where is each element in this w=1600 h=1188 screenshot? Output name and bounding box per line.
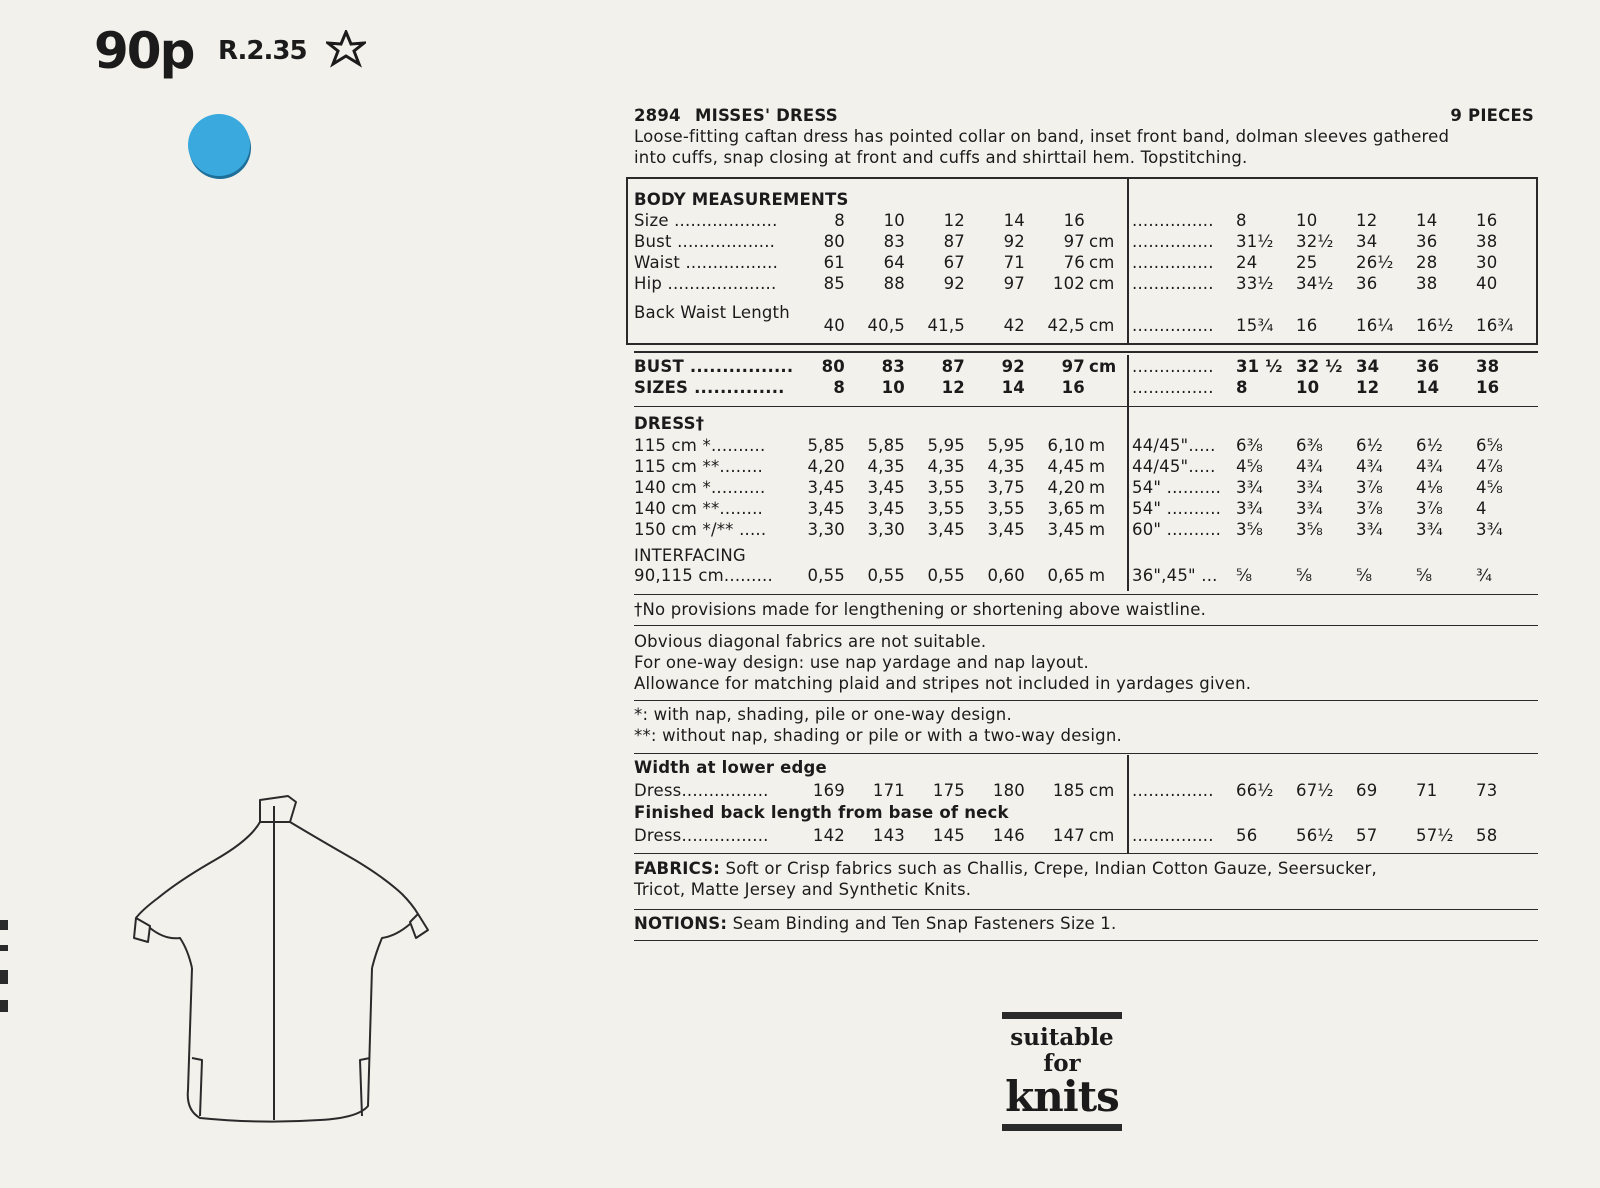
imperial-value: 34 <box>1356 357 1380 376</box>
metric-value: 40 <box>823 316 845 335</box>
interfacing-heading: INTERFACING <box>634 546 746 565</box>
metric-value: 5,85 <box>807 436 845 455</box>
metric-value: 3,55 <box>987 499 1025 518</box>
fabrics-line <box>634 859 1377 878</box>
imperial-value: ⅝ <box>1416 566 1433 585</box>
imperial-value: 6½ <box>1356 436 1383 455</box>
body-measurements-heading: BODY MEASUREMENTS <box>634 190 849 209</box>
imperial-value: 31½ <box>1236 232 1274 251</box>
imperial-value: 24 <box>1236 253 1258 272</box>
unit-label: m <box>1089 478 1106 497</box>
imperial-value: 66½ <box>1236 781 1274 800</box>
nap-note: *: with nap, shading, pile or one-way design. <box>634 705 1012 724</box>
imperial-value: 31 ½ <box>1236 357 1283 376</box>
metric-value: 12 <box>943 211 965 230</box>
fabric-note: Allowance for matching plaid and stripes not included in yardages given. <box>634 674 1252 693</box>
imperial-value: 3¾ <box>1296 478 1323 497</box>
imperial-value: 3¾ <box>1296 499 1323 518</box>
unit-label: cm <box>1089 232 1115 251</box>
column-divider <box>1127 755 1129 853</box>
rule <box>634 940 1538 941</box>
metric-value: 175 <box>932 781 965 800</box>
unit-label: cm <box>1089 253 1115 272</box>
badge-line-2: for <box>1043 1050 1081 1077</box>
badge-line-1: suitable <box>1010 1024 1114 1051</box>
metric-value: 3,45 <box>927 520 965 539</box>
badge-bar <box>1002 1012 1122 1019</box>
imperial-value: 67½ <box>1296 781 1334 800</box>
metric-value: 3,45 <box>807 499 845 518</box>
badge-bar <box>1002 1124 1122 1131</box>
fabric-note: For one-way design: use nap yardage and nap layout. <box>634 653 1089 672</box>
dot-leader: ............... <box>1132 781 1214 800</box>
metric-value: 80 <box>821 357 845 376</box>
metric-value: 92 <box>1003 232 1025 251</box>
unit-label: m <box>1089 457 1106 476</box>
imperial-value: 15¾ <box>1236 316 1274 335</box>
metric-value: 3,30 <box>867 520 905 539</box>
imperial-value: 34½ <box>1296 274 1334 293</box>
fabric-width: 54" .......... <box>1132 478 1222 497</box>
fabric-width: 44/45"..... <box>1132 436 1216 455</box>
pattern-number: 2894 <box>634 106 681 125</box>
dot-leader: ............... <box>1132 211 1214 230</box>
column-divider <box>1127 355 1129 591</box>
row-label: Dress................ <box>634 781 769 800</box>
imperial-value: 12 <box>1356 211 1378 230</box>
fabrics-text: Soft or Crisp fabrics such as Challis, Crepe, Indian Cotton Gauze, Seersucker, <box>725 859 1377 878</box>
metric-value: 85 <box>823 274 845 293</box>
nap-note: **: without nap, shading or pile or with a two-way design. <box>634 726 1122 745</box>
imperial-value: 4⅛ <box>1416 478 1443 497</box>
imperial-value: 3¾ <box>1356 520 1383 539</box>
metric-value: 4,20 <box>1047 478 1085 497</box>
metric-value: 67 <box>943 253 965 272</box>
metric-value: 185 <box>1052 781 1085 800</box>
imperial-value: 4 <box>1476 499 1487 518</box>
metric-value: 61 <box>823 253 845 272</box>
imperial-value: 32 ½ <box>1296 357 1343 376</box>
unit-label: cm <box>1089 357 1117 376</box>
imperial-value: ⅝ <box>1236 566 1253 585</box>
metric-value: 3,45 <box>807 478 845 497</box>
fabric-width: 60" .......... <box>1132 520 1222 539</box>
metric-value: 102 <box>1052 274 1085 293</box>
metric-value: 0,55 <box>927 566 965 585</box>
imperial-value: 6½ <box>1416 436 1443 455</box>
metric-value: 3,30 <box>807 520 845 539</box>
metric-value: 5,95 <box>987 436 1025 455</box>
row-label: Hip .................... <box>634 274 777 293</box>
metric-value: 71 <box>1003 253 1025 272</box>
metric-value: 145 <box>932 826 965 845</box>
imperial-value: 16¾ <box>1476 316 1514 335</box>
width-heading: Width at lower edge <box>634 758 827 777</box>
rule <box>634 406 1538 407</box>
rule <box>634 853 1538 854</box>
metric-value: 88 <box>883 274 905 293</box>
imperial-value: 69 <box>1356 781 1378 800</box>
metric-value: 5,95 <box>927 436 965 455</box>
imperial-value: 8 <box>1236 378 1248 397</box>
imperial-value: 56½ <box>1296 826 1334 845</box>
imperial-value: 3⅞ <box>1416 499 1443 518</box>
dress-back-view-illustration <box>120 790 440 1160</box>
metric-value: 97 <box>1063 232 1085 251</box>
row-label: SIZES .............. <box>634 378 785 397</box>
imperial-value: 58 <box>1476 826 1498 845</box>
imperial-value: 10 <box>1296 211 1318 230</box>
metric-value: 87 <box>943 232 965 251</box>
imperial-value: 38 <box>1476 357 1500 376</box>
unit-label: cm <box>1089 316 1115 335</box>
imperial-value: ⅝ <box>1296 566 1313 585</box>
imperial-value: 34 <box>1356 232 1378 251</box>
row-label: Bust .................. <box>634 232 776 251</box>
metric-value: 8 <box>833 378 845 397</box>
imperial-value: 40 <box>1476 274 1498 293</box>
imperial-value: 4⅝ <box>1236 457 1263 476</box>
rule <box>634 351 1538 353</box>
imperial-value: 36 <box>1416 232 1438 251</box>
unit-label: m <box>1089 436 1106 455</box>
metric-value: 10 <box>881 378 905 397</box>
row-label: 90,115 cm......... <box>634 566 773 585</box>
unit-label: m <box>1089 499 1106 518</box>
metric-value: 97 <box>1061 357 1085 376</box>
row-label: 140 cm **........ <box>634 499 763 518</box>
imperial-value: 16 <box>1296 316 1318 335</box>
metric-value: 143 <box>872 826 905 845</box>
row-label: Dress................ <box>634 826 769 845</box>
row-label: 115 cm **........ <box>634 457 763 476</box>
metric-value: 0,55 <box>807 566 845 585</box>
imperial-value: 3¾ <box>1416 520 1443 539</box>
metric-value: 0,55 <box>867 566 905 585</box>
imperial-value: ⅝ <box>1356 566 1373 585</box>
metric-value: 80 <box>823 232 845 251</box>
imperial-value: 26½ <box>1356 253 1394 272</box>
metric-value: 14 <box>1003 211 1025 230</box>
imperial-value: 16¼ <box>1356 316 1394 335</box>
imperial-value: 4¾ <box>1416 457 1443 476</box>
metric-value: 8 <box>834 211 845 230</box>
metric-value: 3,75 <box>987 478 1025 497</box>
imperial-value: 6⅝ <box>1476 436 1503 455</box>
unit-label: m <box>1089 566 1106 585</box>
imperial-value: 14 <box>1416 211 1438 230</box>
description-line: into cuffs, snap closing at front and cuffs and shirttail hem. Topstitching. <box>634 148 1248 167</box>
imperial-value: 12 <box>1356 378 1380 397</box>
metric-value: 40,5 <box>867 316 905 335</box>
metric-value: 171 <box>872 781 905 800</box>
dot-leader: ............... <box>1132 253 1214 272</box>
imperial-value: 38 <box>1416 274 1438 293</box>
metric-value: 12 <box>941 378 965 397</box>
pattern-name: MISSES' DRESS <box>695 106 838 125</box>
imperial-value: 3⅞ <box>1356 499 1383 518</box>
imperial-value: 10 <box>1296 378 1320 397</box>
dot-leader: ............... <box>1132 357 1214 376</box>
imperial-value: 25 <box>1296 253 1318 272</box>
length-heading: Finished back length from base of neck <box>634 803 1009 822</box>
metric-value: 92 <box>943 274 965 293</box>
metric-value: 3,45 <box>1047 520 1085 539</box>
metric-value: 180 <box>992 781 1025 800</box>
price: 90p <box>94 22 194 80</box>
metric-value: 169 <box>812 781 845 800</box>
row-label: Size ................... <box>634 211 778 230</box>
metric-value: 41,5 <box>927 316 965 335</box>
imperial-value: 14 <box>1416 378 1440 397</box>
dot-leader: ............... <box>1132 274 1214 293</box>
suitable-for-knits-badge <box>1002 1012 1122 1132</box>
metric-value: 16 <box>1061 378 1085 397</box>
dot-leader: ............... <box>1132 232 1214 251</box>
imperial-value: 4¾ <box>1296 457 1323 476</box>
metric-value: 147 <box>1052 826 1085 845</box>
metric-value: 142 <box>812 826 845 845</box>
metric-value: 0,65 <box>1047 566 1085 585</box>
imperial-value: 4⅞ <box>1476 457 1503 476</box>
metric-value: 4,20 <box>807 457 845 476</box>
metric-value: 83 <box>881 357 905 376</box>
fabric-note: Obvious diagonal fabrics are not suitable. <box>634 632 987 651</box>
dot-leader: ............... <box>1132 378 1214 397</box>
imperial-value: 6⅜ <box>1296 436 1323 455</box>
imperial-value: 4⅝ <box>1476 478 1503 497</box>
badge-line-3: knits <box>1005 1072 1119 1121</box>
dagger-note: †No provisions made for lengthening or shortening above waistline. <box>634 600 1207 619</box>
fabrics-text-2: Tricot, Matte Jersey and Synthetic Knits. <box>634 880 972 899</box>
imperial-value: 36 <box>1416 357 1440 376</box>
imperial-value: 3⅞ <box>1356 478 1383 497</box>
row-label: 150 cm */** ..... <box>634 520 767 539</box>
imperial-value: 8 <box>1236 211 1247 230</box>
metric-value: 42,5 <box>1047 316 1085 335</box>
rule <box>634 753 1538 754</box>
rule <box>634 909 1538 910</box>
star-icon <box>326 30 366 70</box>
metric-value: 0,60 <box>987 566 1025 585</box>
imperial-value: 3¾ <box>1236 499 1263 518</box>
metric-value: 64 <box>883 253 905 272</box>
imperial-value: 16½ <box>1416 316 1454 335</box>
metric-value: 97 <box>1003 274 1025 293</box>
metric-value: 76 <box>1063 253 1085 272</box>
imperial-value: 38 <box>1476 232 1498 251</box>
rule <box>634 700 1538 701</box>
back-waist-label: Back Waist Length <box>634 303 790 322</box>
notions-label: NOTIONS: <box>634 914 728 933</box>
metric-value: 146 <box>992 826 1025 845</box>
imperial-value: 16 <box>1476 211 1498 230</box>
imperial-value: 28 <box>1416 253 1438 272</box>
metric-value: 92 <box>1001 357 1025 376</box>
notions-text: Seam Binding and Ten Snap Fasteners Size 1. <box>732 914 1117 933</box>
unit-label: cm <box>1089 781 1115 800</box>
metric-value: 4,45 <box>1047 457 1085 476</box>
metric-value: 4,35 <box>987 457 1025 476</box>
imperial-value: 30 <box>1476 253 1498 272</box>
fabric-width: 44/45"..... <box>1132 457 1216 476</box>
metric-value: 87 <box>941 357 965 376</box>
dot-leader: ............... <box>1132 826 1214 845</box>
metric-value: 3,55 <box>927 478 965 497</box>
metric-value: 10 <box>883 211 905 230</box>
fabric-width: 54" .......... <box>1132 499 1222 518</box>
imperial-value: 36 <box>1356 274 1378 293</box>
rule <box>634 625 1538 626</box>
column-divider <box>1127 177 1129 345</box>
metric-value: 6,10 <box>1047 436 1085 455</box>
imperial-value: 4¾ <box>1356 457 1383 476</box>
notions-line <box>634 914 1116 933</box>
imperial-value: 16 <box>1476 378 1500 397</box>
metric-value: 3,45 <box>987 520 1025 539</box>
metric-value: 83 <box>883 232 905 251</box>
dot-leader: ............... <box>1132 316 1214 335</box>
metric-value: 5,85 <box>867 436 905 455</box>
metric-value: 3,55 <box>927 499 965 518</box>
imperial-value: 56 <box>1236 826 1258 845</box>
fabric-width: 36",45" ... <box>1132 566 1218 585</box>
metric-value: 14 <box>1001 378 1025 397</box>
description-line: Loose-fitting caftan dress has pointed collar on band, inset front band, dolman sleeves gathered <box>634 127 1450 146</box>
imperial-value: 73 <box>1476 781 1498 800</box>
rule <box>634 594 1538 595</box>
pattern-code: R.2.35 <box>218 36 307 66</box>
row-label: 115 cm *.......... <box>634 436 766 455</box>
unit-label: cm <box>1089 826 1115 845</box>
unit-label: m <box>1089 520 1106 539</box>
imperial-value: 3⅝ <box>1236 520 1263 539</box>
imperial-value: 71 <box>1416 781 1438 800</box>
blue-dot-marker <box>188 114 250 176</box>
row-label: 140 cm *.......... <box>634 478 766 497</box>
imperial-value: 3⅝ <box>1296 520 1323 539</box>
metric-value: 42 <box>1003 316 1025 335</box>
metric-value: 16 <box>1063 211 1085 230</box>
fabrics-label: FABRICS: <box>634 859 721 878</box>
unit-label: cm <box>1089 274 1115 293</box>
imperial-value: 6⅜ <box>1236 436 1263 455</box>
row-label: Waist ................. <box>634 253 779 272</box>
imperial-value: 57½ <box>1416 826 1454 845</box>
imperial-value: 3¾ <box>1476 520 1503 539</box>
metric-value: 4,35 <box>927 457 965 476</box>
imperial-value: ¾ <box>1476 566 1493 585</box>
edge-mark <box>0 900 10 1020</box>
metric-value: 3,45 <box>867 499 905 518</box>
imperial-value: 3¾ <box>1236 478 1263 497</box>
dress-heading: DRESS† <box>634 414 705 433</box>
metric-value: 3,65 <box>1047 499 1085 518</box>
imperial-value: 32½ <box>1296 232 1334 251</box>
metric-value: 3,45 <box>867 478 905 497</box>
imperial-value: 57 <box>1356 826 1378 845</box>
pieces-count: 9 PIECES <box>1450 106 1534 125</box>
imperial-value: 33½ <box>1236 274 1274 293</box>
metric-value: 4,35 <box>867 457 905 476</box>
row-label: BUST ................ <box>634 357 794 376</box>
